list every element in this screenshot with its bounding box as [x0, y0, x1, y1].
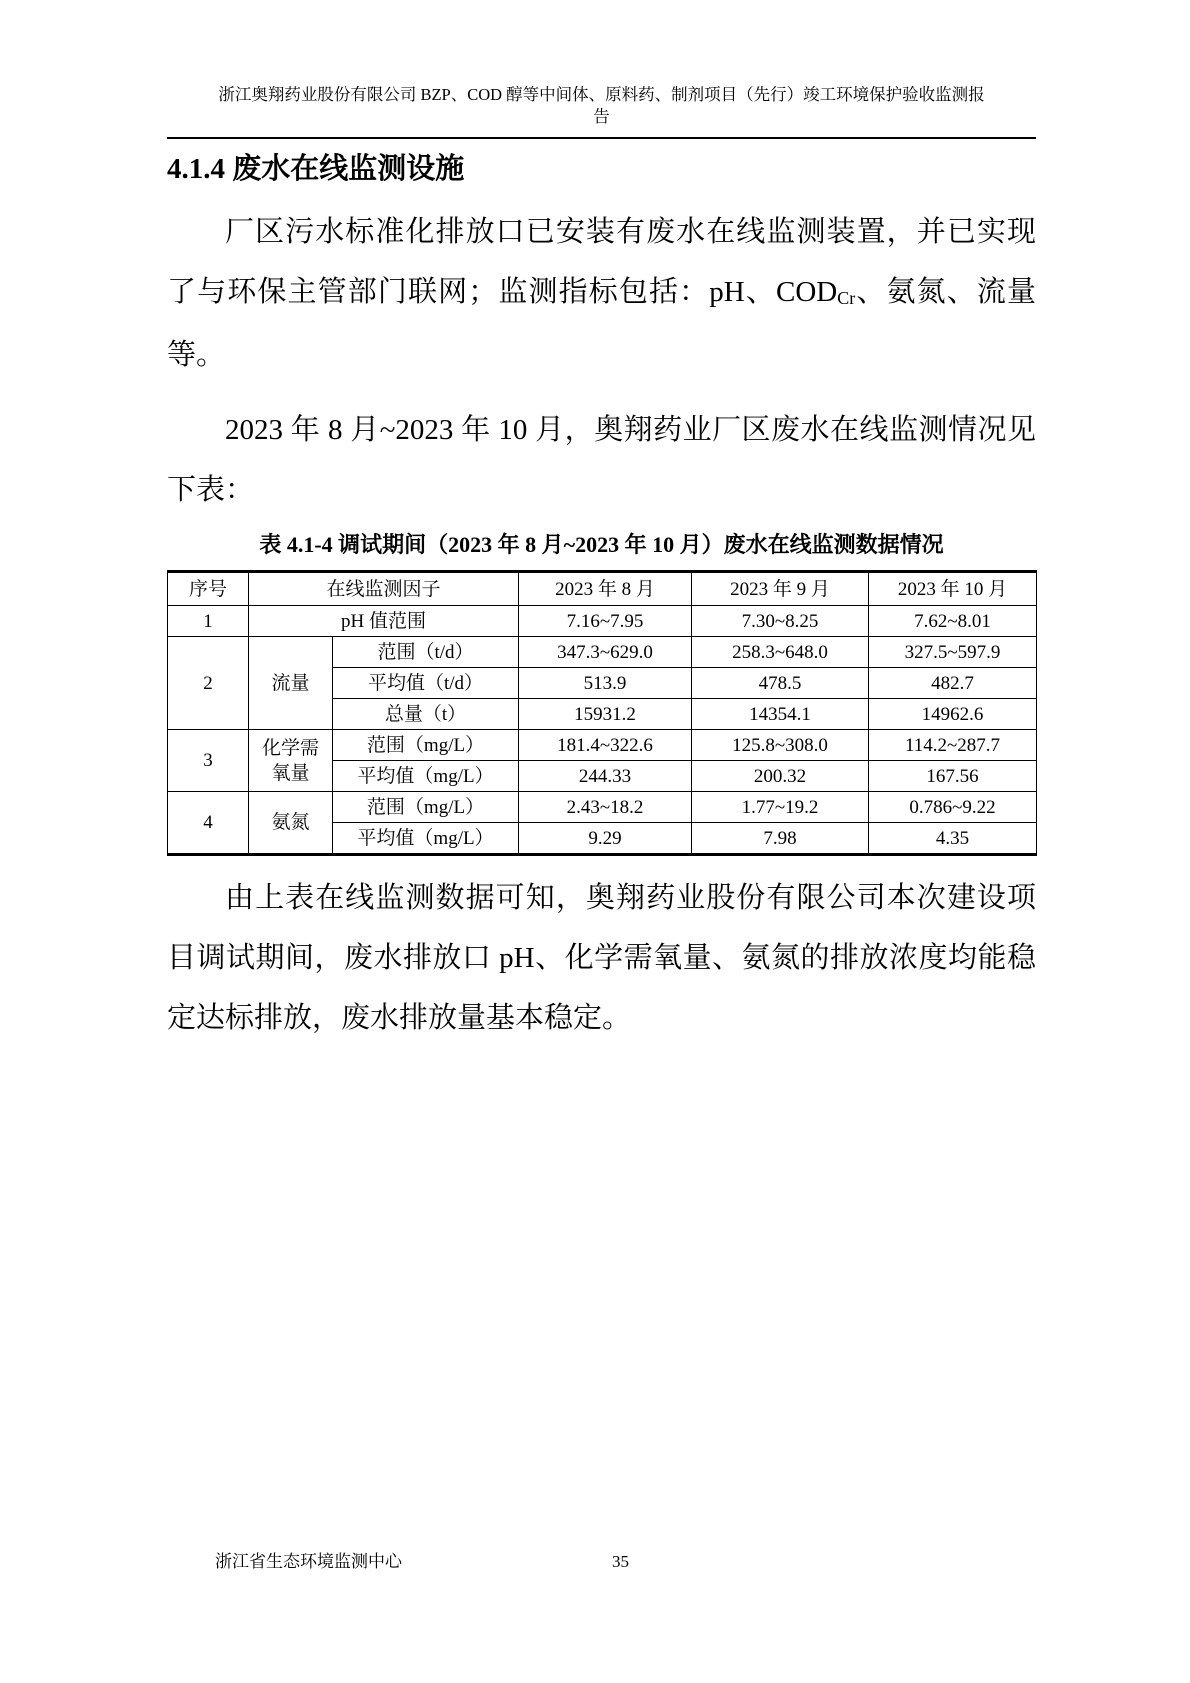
table-row-cod-range — [168, 730, 1037, 761]
table-row-ph — [168, 606, 1037, 637]
cod-range-aug: 181.4~322.6 — [519, 730, 692, 761]
cod-no: 3 — [168, 730, 249, 792]
paragraph-3: 由上表在线监测数据可知，奥翔药业股份有限公司本次建设项目调试期间，废水排放口 pH、化学需氧量、氨氮的排放浓度均能稳定达标排放，废水排放量基本稳定。 — [167, 882, 1036, 1034]
footer-organization: 浙江省生态环境监测中心 — [215, 1552, 402, 1571]
nh3-range-label: 范围（mg/L） — [333, 792, 519, 823]
flow-avg-sep: 478.5 — [692, 668, 869, 699]
header-factor: 在线监测因子 — [249, 572, 519, 606]
nh3-avg-label: 平均值（mg/L） — [333, 823, 519, 855]
nh3-group: 氨氮 — [249, 792, 333, 855]
table-caption: 表 4.1-4 调试期间（2023 年 8 月~2023 年 10 月）废水在线监测数据情况 — [259, 532, 944, 557]
flow-group: 流量 — [249, 637, 333, 730]
flow-total-sep: 14354.1 — [692, 699, 869, 730]
ph-label: pH 值范围 — [249, 606, 519, 637]
paragraph-2: 2023 年 8 月~2023 年 10 月，奥翔药业厂区废水在线监测情况见下表： — [167, 414, 1036, 506]
flow-range-oct: 327.5~597.9 — [869, 637, 1037, 668]
running-header-line2: 告 — [593, 106, 610, 126]
nh3-range-aug: 2.43~18.2 — [519, 792, 692, 823]
table-header-row — [168, 572, 1037, 606]
paragraph-1 — [167, 202, 1036, 385]
ph-sep: 7.30~8.25 — [692, 606, 869, 637]
flow-total-label: 总量（t） — [333, 699, 519, 730]
section-heading: 4.1.4 废水在线监测设施 — [167, 153, 465, 185]
cod-avg-oct: 167.56 — [869, 761, 1037, 792]
paragraph-1-text: 厂区污水标准化排放口已安装有废水在线监测装置，并已实现了与环保主管部门联网；监测指标包括：pH、COD — [167, 216, 1036, 308]
nh3-avg-oct: 4.35 — [869, 823, 1037, 855]
page-content — [167, 84, 1036, 1048]
nh3-avg-sep: 7.98 — [692, 823, 869, 855]
monitoring-data-table — [167, 570, 1037, 856]
flow-total-oct: 14962.6 — [869, 699, 1037, 730]
cod-group: 化学需氧量 — [249, 730, 333, 792]
nh3-avg-aug: 9.29 — [519, 823, 692, 855]
ph-no: 1 — [168, 606, 249, 637]
header-oct: 2023 年 10 月 — [869, 572, 1037, 606]
nh3-range-sep: 1.77~19.2 — [692, 792, 869, 823]
table-row-flow-range — [168, 637, 1037, 668]
cod-range-oct: 114.2~287.7 — [869, 730, 1037, 761]
cod-range-label: 范围（mg/L） — [333, 730, 519, 761]
header-no: 序号 — [168, 572, 249, 606]
nh3-range-oct: 0.786~9.22 — [869, 792, 1037, 823]
header-sep: 2023 年 9 月 — [692, 572, 869, 606]
running-header-line1: 浙江奥翔药业股份有限公司 BZP、COD 醇等中间体、原料药、制剂项目（先行）竣工环境保护验收监测报 — [218, 85, 985, 104]
footer-page-number: 35 — [612, 1552, 629, 1571]
flow-no: 2 — [168, 637, 249, 730]
flow-avg-oct: 482.7 — [869, 668, 1037, 699]
ph-aug: 7.16~7.95 — [519, 606, 692, 637]
flow-range-label: 范围（t/d） — [333, 637, 519, 668]
nh3-no: 4 — [168, 792, 249, 855]
flow-total-aug: 15931.2 — [519, 699, 692, 730]
ph-oct: 7.62~8.01 — [869, 606, 1037, 637]
paragraph-1-text-end: 、氨氮、流量等。 — [167, 276, 1036, 371]
flow-avg-label: 平均值（t/d） — [333, 668, 519, 699]
flow-avg-aug: 513.9 — [519, 668, 692, 699]
flow-range-aug: 347.3~629.0 — [519, 637, 692, 668]
cod-subscript: Cr — [837, 288, 856, 309]
header-aug: 2023 年 8 月 — [519, 572, 692, 606]
cod-avg-sep: 200.32 — [692, 761, 869, 792]
cod-avg-aug: 244.33 — [519, 761, 692, 792]
cod-avg-label: 平均值（mg/L） — [333, 761, 519, 792]
table-row-nh3-range — [168, 792, 1037, 823]
running-header — [167, 84, 1036, 139]
flow-range-sep: 258.3~648.0 — [692, 637, 869, 668]
cod-range-sep: 125.8~308.0 — [692, 730, 869, 761]
